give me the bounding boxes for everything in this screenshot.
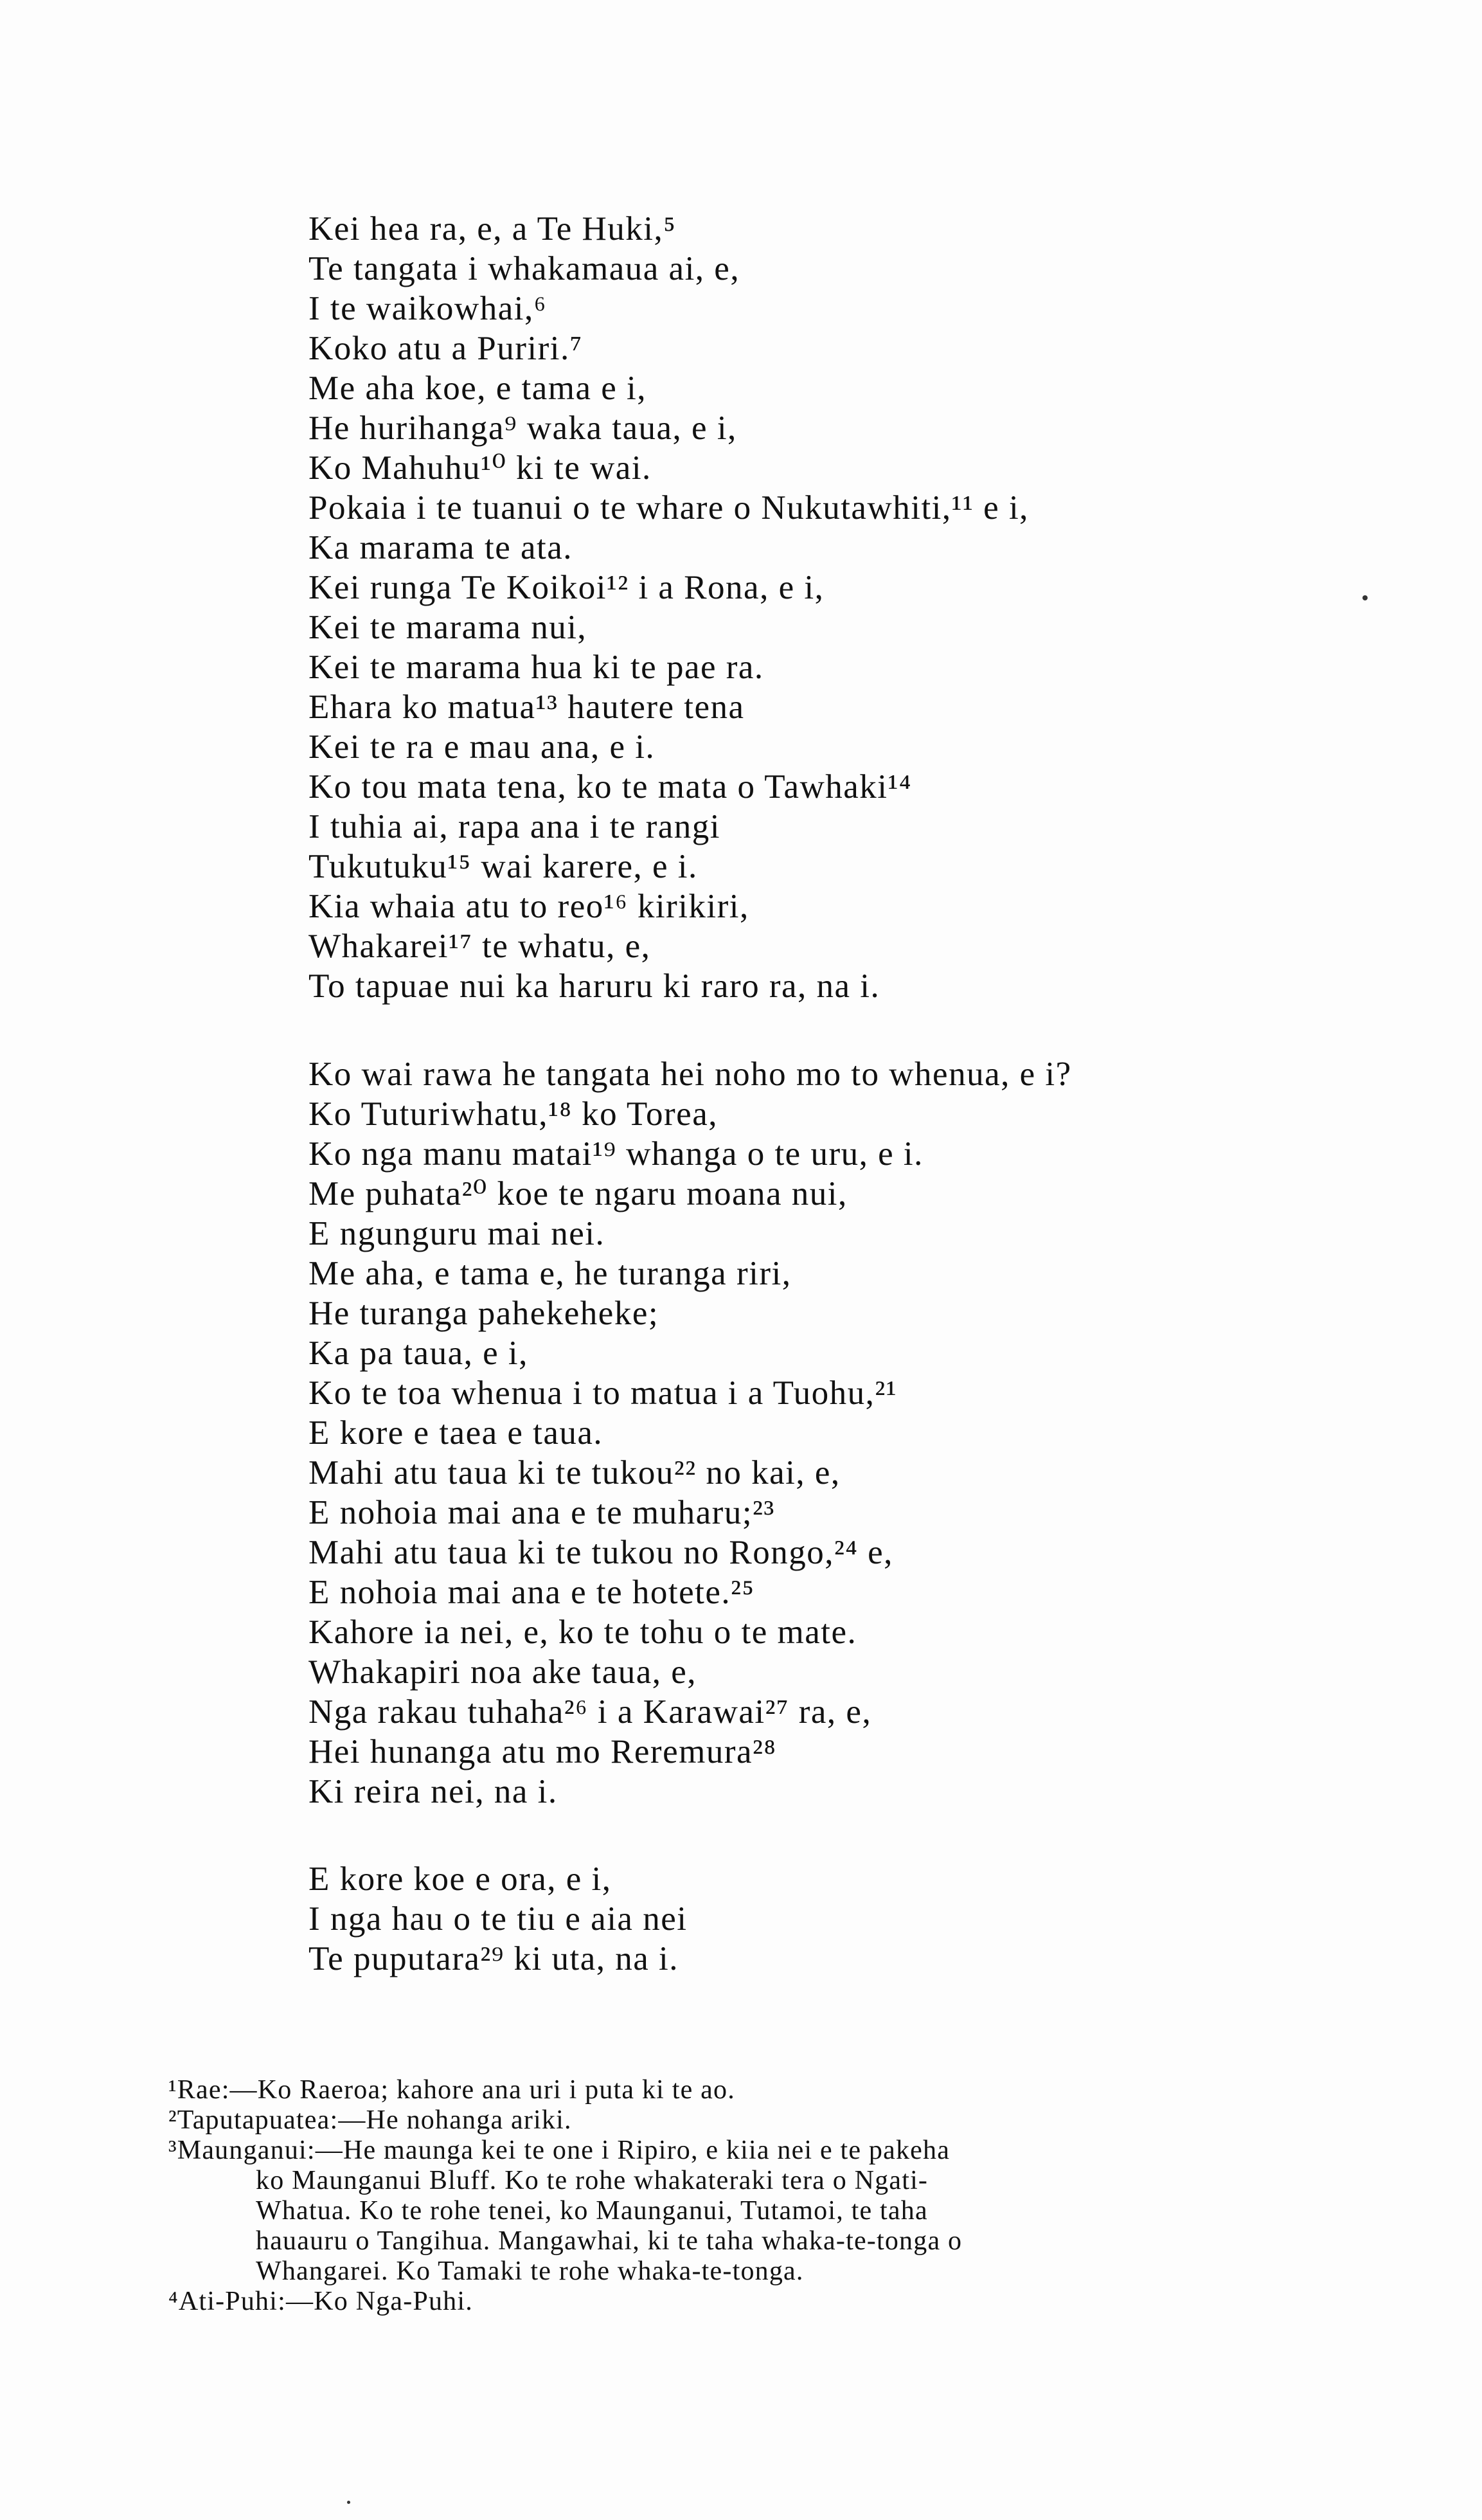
footnote-line: Whatua. Ko te rohe tenei, ko Maunganui, Tutamoi, te taha	[256, 2196, 928, 2226]
footnote-4: ⁴Ati-Puhi:—Ko Nga-Puhi.	[168, 2287, 473, 2316]
verse-line: Ko te toa whenua i to matua i a Tuohu,²¹	[308, 1374, 898, 1412]
footnote-line: Whangarei. Ko Tamaki te rohe whaka-te-tonga.	[256, 2256, 804, 2286]
stanza-3	[308, 1859, 1414, 1979]
verse-line: He turanga pahekeheke;	[308, 1295, 659, 1332]
verse-line: E nohoia mai ana e te hotete.²⁵	[308, 1574, 755, 1611]
verse-line: Ko Mahuhu¹⁰ ki te wai.	[308, 449, 652, 487]
verse-line: Me puhata²⁰ koe te ngaru moana nui,	[308, 1175, 848, 1212]
stanza-1	[308, 209, 1414, 1006]
verse-line: Ko wai rawa he tangata hei noho mo to whenua, e i?	[308, 1056, 1072, 1093]
verse-line: Kei te ra e mau ana, e i.	[308, 728, 656, 766]
verse-line: E ngunguru mai nei.	[308, 1215, 605, 1252]
footnote-line: ³Maunganui:—He maunga kei te one i Ripiro, e kiia nei e te pakeha	[168, 2136, 951, 2165]
stray-mark	[347, 2501, 350, 2504]
verse-line: Ko Tuturiwhatu,¹⁸ ko Torea,	[308, 1095, 718, 1133]
stray-mark	[1362, 595, 1368, 600]
verse-line: Mahi atu taua ki te tukou no Rongo,²⁴ e,	[308, 1534, 893, 1571]
verse-line: Ka pa taua, e i,	[308, 1335, 528, 1372]
footnote-1: ¹Rae:—Ko Raeroa; kahore ana uri i puta ki te ao.	[168, 2075, 735, 2105]
verse-line: Koko atu a Puriri.⁷	[308, 330, 583, 367]
footnote-line: hauauru o Tangihua. Mangawhai, ki te taha whaka-te-tonga o	[256, 2226, 963, 2256]
verse-line: I tuhia ai, rapa ana i te rangi	[308, 808, 720, 845]
verse-line: Nga rakau tuhaha²⁶ i a Karawai²⁷ ra, e,	[308, 1693, 872, 1731]
verse-line: Te puputara²⁹ ki uta, na i.	[308, 1940, 679, 1977]
verse-line: Me aha, e tama e, he turanga riri,	[308, 1255, 792, 1292]
verse-line: To tapuae nui ka haruru ki raro ra, na i.	[308, 968, 880, 1005]
verse-line: Whakarei¹⁷ te whatu, e,	[308, 928, 651, 965]
footnote-line: ko Maunganui Bluff. Ko te rohe whakateraki tera o Ngati-	[256, 2166, 929, 2195]
verse-line: Pokaia i te tuanui o te whare o Nukutawhiti,¹¹ e i,	[308, 489, 1029, 526]
verse-line: E kore koe e ora, e i,	[308, 1860, 612, 1898]
verse-line: Ko nga manu matai¹⁹ whanga o te uru, e i.	[308, 1135, 924, 1173]
verse-line: I te waikowhai,⁶	[308, 290, 547, 327]
verse-line: Ko tou mata tena, ko te mata o Tawhaki¹⁴	[308, 768, 912, 806]
verse-line: Whakapiri noa ake taua, e,	[308, 1653, 697, 1691]
verse-line: E nohoia mai ana e te muharu;²³	[308, 1494, 775, 1531]
verse-line: Tukutuku¹⁵ wai karere, e i.	[308, 848, 698, 885]
verse-line: Kahore ia nei, e, ko te tohu o te mate.	[308, 1614, 857, 1651]
verse-line: I nga hau o te tiu e aia nei	[308, 1900, 688, 1938]
verse-line: Hei hunanga atu mo Reremura²⁸	[308, 1733, 777, 1770]
verse-line: Kei te marama nui,	[308, 609, 587, 646]
verse-line: He hurihanga⁹ waka taua, e i,	[308, 410, 737, 447]
footnote-3	[168, 2136, 1351, 2287]
verse-line: Kia whaia atu to reo¹⁶ kirikiri,	[308, 888, 749, 925]
footnote-2: ²Taputapuatea:—He nohanga ariki.	[168, 2105, 572, 2135]
verse-line: Kei runga Te Koikoi¹² i a Rona, e i,	[308, 569, 825, 606]
verse-line: Kei hea ra, e, a Te Huki,⁵	[308, 210, 677, 248]
verse-line: Kei te marama hua ki te pae ra.	[308, 649, 764, 686]
verse-line: E kore e taea e taua.	[308, 1414, 603, 1452]
verse-line: Ehara ko matua¹³ hautere tena	[308, 688, 745, 726]
verse-line: Ka marama te ata.	[308, 529, 573, 566]
verse-line: Te tangata i whakamaua ai, e,	[308, 250, 740, 287]
verse-line: Mahi atu taua ki te tukou²² no kai, e,	[308, 1454, 841, 1491]
verse-line: Ki reira nei, na i.	[308, 1773, 558, 1810]
verse-line: Me aha koe, e tama e i,	[308, 370, 647, 407]
stanza-2	[308, 1054, 1414, 1812]
footnotes	[168, 2075, 1351, 2317]
